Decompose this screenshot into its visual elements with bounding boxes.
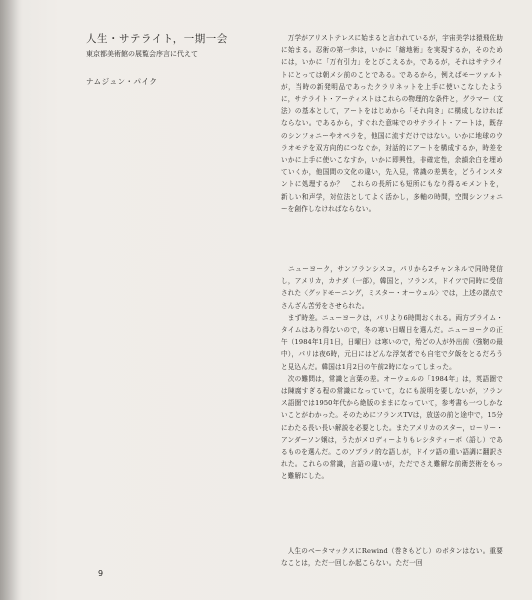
body-text-block-2 [281,263,503,483]
body-text-block-3 [281,545,503,569]
article-title: 人生・サテライト，一期一会 [86,33,228,45]
page-number: 9 [98,569,104,578]
article-author: ナムジュン・パイク [86,77,158,86]
paragraph: 万学がアリストテレスに始まると言われているが，宇宙美学は猿飛佐助に始まる。忍術の第一歩は，いかに「縮地術」を実現するか，そのためには，いかに「万有引力」をとびこえるか，であるが，それはサテライトにとっては朝メシ前のことである。であるから，例えばモーツァルトが，当時の新発明品であったクラリネットを上手に使いこなしたように，サテライト・アーティストはこれらの物理的な条件と，グラマー（文法）の基本として，アートをはじめから「それ向き」に構成しなければならない。であるから，すぐれた意味でのサテライト・アートは，既存のシンフォニーやオペラを，他国に流すだけではない。いかに地球のウラオモテを双方向的につなぐか，対話的にアートを構成するか，時差をいかに上手に使いこなすか，いかに即興性，非確定性，余韻余白を埋めていくか，他国間の文化の違い，先入見，常識の差異を，どうインスタントに処理するか？ これらの長所にも短所にもなり得るモメントを，新しい和声学，対位法としてよく活かし，多軸の時間，空間シンフォニーを創作しなければならない。 [281,34,503,213]
gutter-shadow [0,0,22,600]
paragraph: 人生のベータマックスにRewind（巻きもどし）のボタンはない。重要なことは，ただ一回しか起こらない。ただ一回 [281,547,503,568]
paragraph: ニューヨーク，サンフランシスコ，パリから2チャンネルで同時発信し，アメリカ，カナダ（一部），韓国と，フランス，ドイツで同時に受信された〈グッドモーニング，ミスター・オーウェル〉では，上述の諸点でさんざん苦労をさせられた。 [281,265,503,310]
article-subtitle: 東京都美術館の展覧会序言に代えて [86,50,198,58]
paragraph: まず時差。ニューヨークは，パリより6時間おくれる。両方プライム・タイムはあり得ないので，冬の寒い日曜日を選んだ。ニューヨークの正午（1984年1月1日，日曜日）は寒いので，殆どの人が外出前（強靭の最中），パリは夜6時，元日にはどんな浮気者でも自宅で夕飯をとるだろうと見込んだ。韓国は1月2日の午前2時になってしまった。 [281,313,503,371]
article-header [86,32,256,87]
body-text-block-1 [281,32,503,215]
paragraph: 次の難問は，常識と言葉の差。オーウェルの「1984年」は，英語圏では陳腐すぎる程の常識になっていて，なにも説明を要しないが，フランス語圏では1950年代から絶版のままになっていて，参考書も一つしかないことがわかった。そのためにフランスTVは，放送の前と途中で，15分にわたる長い長い解説を必要とした。またアメリカのスター，ローリー・アンダーソン嬢は，うたがメロディーよりもレシタティーボ（語し）であるものを選んだ。このソプラノ的な語しが，ドイツ語の重い語調に翻訳された。これらの常識，言語の違いが，ただでさえ難解な前衛芸術をもっと難解にした。 [281,374,503,481]
